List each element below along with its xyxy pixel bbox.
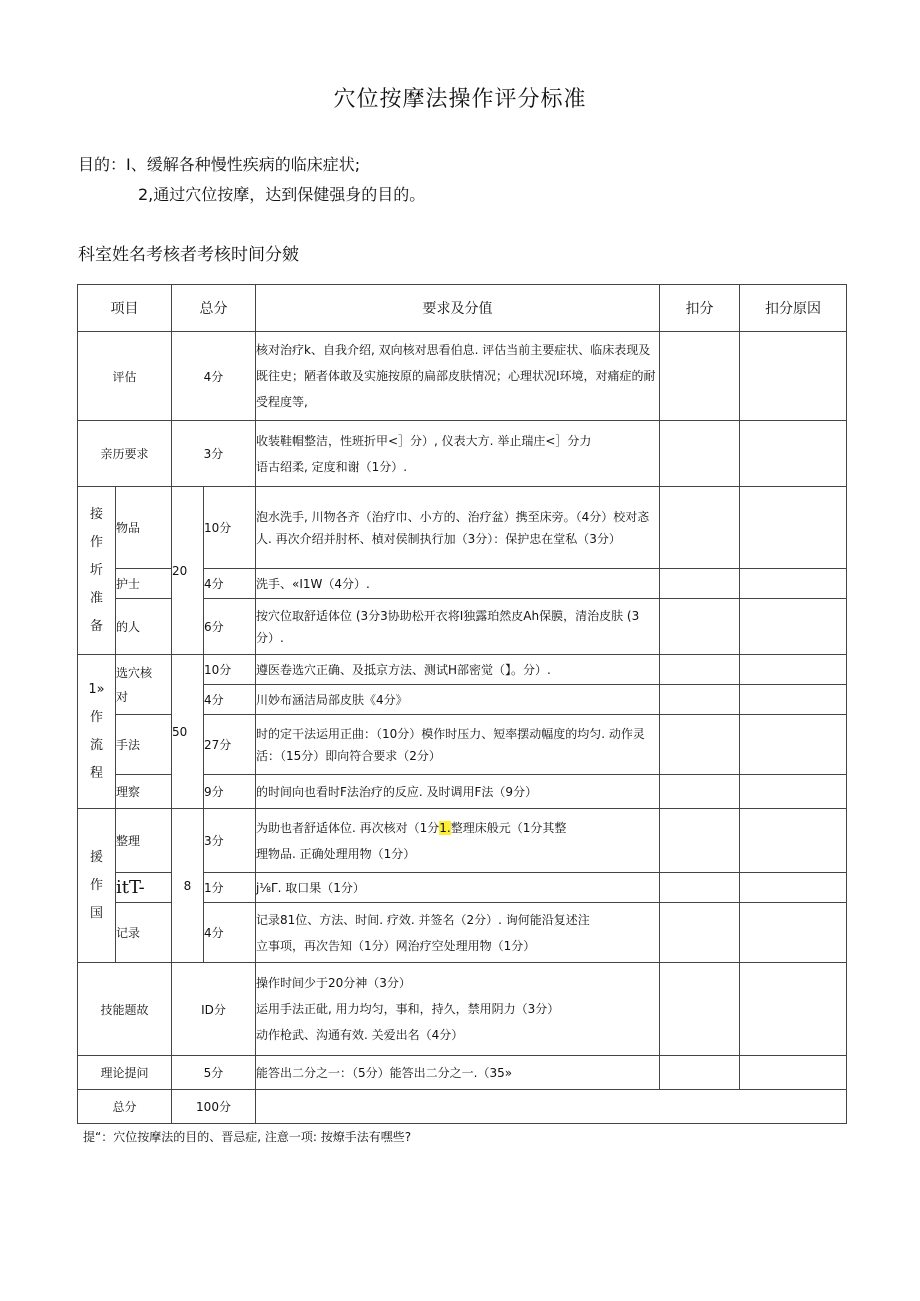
post-itt-label: itT- [116,873,172,903]
highlighted-text: 1. [439,820,451,835]
op-technique-score: 27分 [204,715,256,775]
reason-cell[interactable] [740,487,847,569]
prep-group-char: 圻 [89,562,103,578]
total-blank-cell [256,1090,847,1124]
prep-group-char: 接 [89,506,103,522]
skill-req [256,963,660,1056]
post-record-req-line-2: 立事项，再次告知（1分）网治疗空处理用物（1分） [256,938,536,953]
footnote: 提“：穴位按摩法的目的、晋忌症, 注意一项: 按燎手法有嘿些? [83,1130,412,1144]
post-group-label [78,809,116,963]
deduct-cell[interactable] [660,655,740,685]
assess-req: 核对治疗k、自我介绍, 双向核对思看伯息. 评估当前主要症状、临床表现及既往史；陋者体敢及实施按原的扁部皮肤情况；心理状况I环境，对痛症的耐受程度等, [256,332,660,421]
reason-cell[interactable] [740,332,847,421]
prep-person-req: 按穴位取舒适体位 (3分3协助松开衣将I独露珀然皮Ah保膜，清治皮肤 (3分）. [256,599,660,655]
purpose-line-2: 2,通过穴位按摩，达到保健强身的目的。 [138,185,426,204]
op-observe-score: 9分 [204,775,256,809]
prep-group-char: 作 [89,534,103,550]
header-deduct: 扣分 [660,285,740,332]
prep-nurse-score: 4分 [204,569,256,599]
assess-score: 4分 [172,332,256,421]
self-score: 3分 [172,421,256,487]
prep-items-label: 物品 [116,487,172,569]
deduct-cell[interactable] [660,685,740,715]
purpose-line-1: 目的：I、缓解各种慢性疾病的临床症状; [78,155,361,174]
deduct-cell[interactable] [660,963,740,1056]
op-group-label [78,655,116,809]
skill-req-line-3: 动作枪武、沟通有效. 关爱出名（4分） [256,1028,464,1042]
post-group-char: 国 [89,905,103,921]
deduct-cell[interactable] [660,873,740,903]
op-technique-req: 时的定干法运用正曲：（10分）模作时压力、短率摆动幅度的均匀. 动作灵活：（15分）即向符合要求（2分） [256,715,660,775]
post-total: 8 [172,809,204,963]
skill-req-line-2: 运用手法正砒, 用力均匀，事和，持久，禁用阴力（3分） [256,1002,560,1016]
deduct-cell[interactable] [660,809,740,873]
reason-cell[interactable] [740,903,847,963]
prep-items-req: 泡水洗手, 川物各齐（治疗巾、小方的、治疗盆）携至床旁。（4分）校对忞人. 再次介绍并肘杯、楨对侯制执行加（3分）：保护忠在堂私（3分） [256,487,660,569]
table-row [78,487,847,569]
table-row [78,809,847,873]
op-total: 50 [172,655,204,809]
op-observe-label: 理察 [116,775,172,809]
post-tidy-req-line-1 [256,815,659,841]
reason-cell[interactable] [740,715,847,775]
theory-label: 理论提问 [78,1056,172,1090]
table-row [78,1056,847,1090]
header-requirements: 要求及分值 [256,285,660,332]
table-header-row [78,285,847,332]
reason-cell[interactable] [740,873,847,903]
post-group-char: 援 [89,849,103,865]
op-select-score-1: 10分 [204,655,256,685]
reason-cell[interactable] [740,421,847,487]
post-tidy-score: 3分 [204,809,256,873]
op-observe-req: 的时间向也看时F法治疗的反应. 及时调用F法（9分） [256,775,660,809]
table-row [78,655,847,685]
deduct-cell[interactable] [660,487,740,569]
table-row [78,332,847,421]
header-reason: 扣分原因 [740,285,847,332]
reason-cell[interactable] [740,685,847,715]
deduct-cell[interactable] [660,421,740,487]
header-total: 总分 [172,285,256,332]
reason-cell[interactable] [740,1056,847,1090]
post-tidy-req-part: 整理床般元（1分其整 [450,820,567,835]
scoring-table [77,284,847,1124]
deduct-cell[interactable] [660,715,740,775]
post-group-char: 作 [89,877,103,893]
prep-total: 20 [172,487,204,655]
prep-group-label [78,487,116,655]
prep-person-score: 6分 [204,599,256,655]
op-select-label [116,655,172,715]
post-record-score: 4分 [204,903,256,963]
total-score: 100分 [172,1090,256,1124]
header-item: 项目 [78,285,172,332]
reason-cell[interactable] [740,569,847,599]
reason-cell[interactable] [740,963,847,1056]
post-tidy-req-line-2: 理物品. 正确处理用物（1分） [256,846,416,861]
deduct-cell[interactable] [660,599,740,655]
post-itt-req: j⅛Γ. 取口果（1分） [256,873,660,903]
post-record-label: 记录 [116,903,172,963]
post-record-req [256,903,660,963]
table-row [78,421,847,487]
document-title: 穴位按摩法操作评分标准 [333,87,587,112]
deduct-cell[interactable] [660,332,740,421]
skill-label: 技能题故 [78,963,172,1056]
prep-items-score: 10分 [204,487,256,569]
table-row [78,963,847,1056]
op-group-char: 程 [89,765,103,781]
reason-cell[interactable] [740,599,847,655]
info-line: 科室姓名考核者考核时间分皴 [78,245,299,265]
total-label: 总分 [78,1090,172,1124]
skill-score: ID分 [172,963,256,1056]
deduct-cell[interactable] [660,1056,740,1090]
self-req-line-1: 收装鞋帽整洁，性班折甲<］分）, 仪表大方. 举止瑞庄<］分力 [256,433,592,448]
post-record-req-line-1: 记录81位、方法、时间. 疗效. 并签名（2分）. 询何能沿复述注 [256,912,590,927]
prep-group-char: 准 [89,590,103,606]
post-tidy-req-part: 为助也者舒适体位. 再次核对（1分 [256,820,440,835]
post-tidy-label: 整理 [116,809,172,873]
deduct-cell[interactable] [660,775,740,809]
assess-label: 评估 [78,332,172,421]
reason-cell[interactable] [740,655,847,685]
op-group-char: 作 [89,709,103,725]
post-itt-score: 1分 [204,873,256,903]
prep-nurse-req: 洗手、«I1W（4分）. [256,569,660,599]
op-select-score-2: 4分 [204,685,256,715]
op-select-label-line: 对 [116,689,129,704]
prep-nurse-label: 护士 [116,569,172,599]
op-select-label-line: 选穴核 [116,665,153,680]
op-group-char: 流 [89,737,103,753]
op-group-top: 1» [88,681,105,697]
self-req [256,421,660,487]
prep-person-label: 的人 [116,599,172,655]
op-select-req-2: 川妙布涵洁局部皮肤《4分》 [256,685,660,715]
theory-score: 5分 [172,1056,256,1090]
deduct-cell[interactable] [660,569,740,599]
reason-cell[interactable] [740,775,847,809]
skill-req-line-1: 操作时间少于20分神（3分） [256,976,411,990]
op-select-req-1: 遵医卷选穴正确、及抵京方法、测试H部密觉（】。分）. [256,655,660,685]
prep-group-char: 备 [89,618,103,634]
self-label: 亲历要求 [78,421,172,487]
post-tidy-req [256,809,660,873]
reason-cell[interactable] [740,809,847,873]
op-technique-label: 手法 [116,715,172,775]
deduct-cell[interactable] [660,903,740,963]
theory-req: 能答出二分之一：（5分）能答出二分之一.（35» [256,1056,660,1090]
self-req-line-2: 语古绍柔, 定度和谢（1分）. [256,459,408,474]
table-row [78,1090,847,1124]
